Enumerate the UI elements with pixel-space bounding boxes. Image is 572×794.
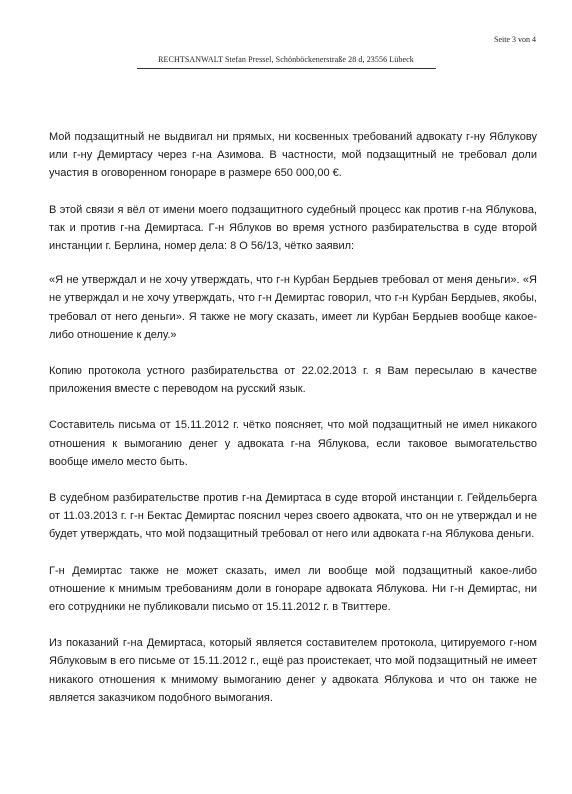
paragraph: Составитель письма от 15.11.2012 г. чётко поясняет, что мой подзащитный не имел никакого отношения к вымоганию денег у адвоката г-на Яблукова, если таковое вымогательство вообще имело место быть.	[49, 419, 537, 468]
paragraph: В этой связи я вёл от имени моего подзащитного судебный процесс как против г-на Яблукова, так и против г-на Демиртаса. Г-н Яблуков во время устного разбирательства в суде второй инстанции г. Берлина, номер дела: 8 О 56/13, чётко заявил:	[49, 203, 537, 253]
paragraph: Г-н Демиртас также не может сказать, имел ли вообще мой подзащитный какое-либо отношение к мнимым требованиям доли в гонораре адвоката Яблукова. Ни г-н Демиртас, ни его сотрудники не публиковали письмо от 15.11.2012 г. в Твиттере.	[49, 564, 537, 614]
page-number: Seite 3 von 4	[494, 35, 536, 44]
paragraph: Мой подзащитный не выдвигал ни прямых, ни косвенных требований адвокату г-ну Яблукову или г-ну Демиртасу через г-на Азимова. В частности, мой подзащитный не требовал доли участия в оговоренном гонораре в размере 650 000,00 €.	[49, 131, 537, 180]
paragraph: В судебном разбирательстве против г-на Демиртаса в суде второй инстанции г. Гейдельберга от 11.03.2013 г. г-н Бектас Демиртас пояснил через своего адвоката, что он не утверждал и не будет утверждать, что мой подзащитный требовал от него или адвоката г-на Яблукова деньги.	[49, 492, 537, 541]
paragraph: «Я не утверждал и не хочу утверждать, что г-н Курбан Бердыев требовал от меня деньги». «Я не утверждал и не хочу утверждать, что г-н Демиртас говорил, что г-н Курбан Бердыев, якобы, требовал от него деньги». Я также не могу сказать, имеет ли Курбан Бердыев вообще какое-либо отношение к делу.»	[49, 274, 537, 341]
letter-body	[49, 128, 537, 707]
letterhead: RECHTSANWALT Stefan Pressel, Schönböckenerstraße 28 d, 23556 Lübeck	[158, 55, 414, 64]
paragraph: Копию протокола устного разбирательства от 22.02.2013 г. я Вам пересылаю в качестве приложения вместе с переводом на русский язык.	[49, 365, 537, 396]
letterhead-rule	[137, 68, 436, 69]
paragraph: Из показаний г-на Демиртаса, который является составителем протокола, цитируемого г-ном Яблуковым в его письме от 15.11.2012 г., ещё раз проистекает, что мой подзащитный не имеет никакого отношения к мнимому вымоганию денег у адвоката Яблукова и что он также не является заказчиком подобного вымогания.	[49, 637, 537, 704]
